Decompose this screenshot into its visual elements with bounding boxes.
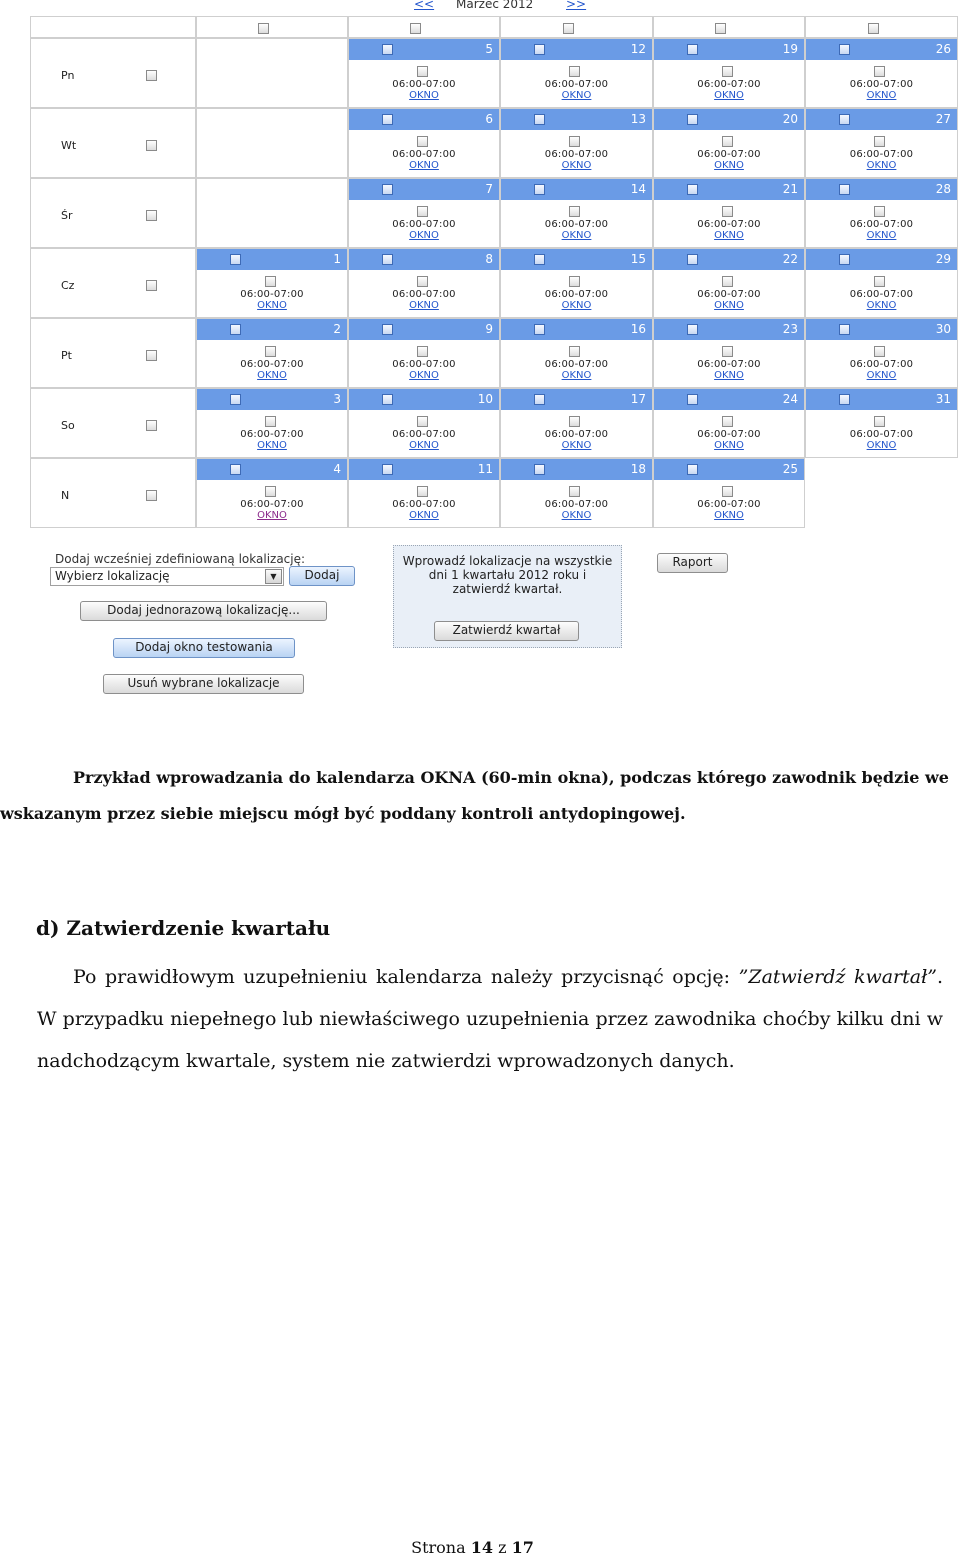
week-select-checkbox[interactable] [563,23,574,34]
add-predefined-location-label: Dodaj wcześniej zdefiniowaną lokalizację: [55,552,306,566]
day-header [806,179,957,200]
day-header [654,319,804,340]
day-header [349,179,499,200]
day-header [197,249,347,270]
caption-line-1: Przykład wprowadzania do kalendarza OKNA (60-min okna), podczas którego zawodnik będzie we [73,768,949,787]
slot-window-link[interactable]: OKNO [714,440,744,451]
slot-select-checkbox[interactable] [722,276,733,287]
day-select-checkbox[interactable] [382,394,393,405]
day-select-checkbox[interactable] [230,254,241,265]
day-number: 20 [782,112,798,126]
day-number: 11 [477,462,493,476]
day-header [349,39,499,60]
day-number: 5 [485,42,493,56]
day-cell [196,458,348,528]
day-cell [653,388,805,458]
slot-time: 06:00-07:00 [544,79,609,90]
weekday-row-label [30,178,196,248]
calendar-cell [196,38,348,108]
day-select-checkbox[interactable] [382,324,393,335]
day-header [654,389,804,410]
slot-select-checkbox[interactable] [874,416,885,427]
slot-window-link[interactable]: OKNO [714,370,744,381]
day-number: 16 [630,322,646,336]
day-select-checkbox[interactable] [382,184,393,195]
day-header [806,319,957,340]
day-select-checkbox[interactable] [382,44,393,55]
day-header [501,179,652,200]
day-number: 27 [935,112,951,126]
slot-select-checkbox[interactable] [874,206,885,217]
weekday-label: So [61,419,75,432]
day-cell [348,388,500,458]
paragraph-part-1: Po prawidłowym uzupełnieniu kalendarza należy przycisnąć opcję: [73,966,731,988]
day-cell [805,38,958,108]
weekday-row-label [30,248,196,318]
day-select-checkbox[interactable] [534,114,545,125]
day-cell [653,178,805,248]
location-select-value: Wybierz lokalizację [55,569,170,583]
slot-window-link[interactable]: OKNO [257,300,287,311]
weekday-select-checkbox[interactable] [146,280,157,291]
week-select-checkbox[interactable] [868,23,879,34]
day-number: 28 [935,182,951,196]
slot-window-link[interactable]: OKNO [866,370,897,381]
slot-time: 06:00-07:00 [392,219,456,230]
day-select-checkbox[interactable] [839,394,850,405]
slot-window-link[interactable]: OKNO [561,160,592,171]
slot-select-checkbox[interactable] [874,66,885,77]
day-header [806,389,957,410]
day-cell [653,38,805,108]
day-header [197,389,347,410]
paragraph-part-2: . W przypadku niepełnego lub niewłaściwego uzupełnienia przez zawodnika choćby kilku dni w nadchodzącym kwartale, system nie zatwierdzi wprowadzonych danych. [37,966,944,1072]
slot-time: 06:00-07:00 [392,429,456,440]
slot-time: 06:00-07:00 [849,219,914,230]
slot-time: 06:00-07:00 [240,429,304,440]
day-header [501,389,652,410]
location-select[interactable] [50,567,284,586]
slot-window-link[interactable]: OKNO [714,300,744,311]
day-cell [196,388,348,458]
slot-window-link[interactable]: OKNO [257,510,287,521]
week-select-checkbox[interactable] [715,23,726,34]
slot-window-link[interactable]: OKNO [866,230,897,241]
day-header [197,459,347,480]
slot-window-link[interactable]: OKNO [561,440,592,451]
day-select-checkbox[interactable] [687,114,698,125]
day-header [654,179,804,200]
slot-time: 06:00-07:00 [849,429,914,440]
day-header [654,39,804,60]
day-cell [348,38,500,108]
weekday-label: Pn [61,69,75,82]
day-select-checkbox[interactable] [382,464,393,475]
day-select-checkbox[interactable] [687,44,698,55]
slot-time: 06:00-07:00 [697,499,761,510]
slot-time: 06:00-07:00 [544,499,609,510]
weekday-select-checkbox[interactable] [146,420,157,431]
day-header [501,459,652,480]
remove-selected-locations-button[interactable]: Usuń wybrane lokalizacje [103,674,304,694]
slot-window-link[interactable]: OKNO [714,230,744,241]
day-cell [500,38,653,108]
day-cell [500,248,653,318]
week-header-cell [653,16,805,38]
slot-select-checkbox[interactable] [874,136,885,147]
slot-select-checkbox[interactable] [417,136,428,147]
day-number: 22 [782,252,798,266]
slot-window-link[interactable]: OKNO [409,510,439,521]
slot-time: 06:00-07:00 [544,429,609,440]
weekday-select-checkbox[interactable] [146,140,157,151]
day-header [806,109,957,130]
day-select-checkbox[interactable] [839,324,850,335]
day-select-checkbox[interactable] [839,114,850,125]
slot-window-link[interactable]: OKNO [714,90,744,101]
calendar-cell [196,108,348,178]
day-cell [500,318,653,388]
weekday-row-label [30,318,196,388]
weekday-row-label [30,108,196,178]
day-select-checkbox[interactable] [534,184,545,195]
chevron-down-icon[interactable]: ▼ [265,569,282,584]
day-cell [348,108,500,178]
day-header [349,109,499,130]
slot-select-checkbox[interactable] [874,346,885,357]
day-number: 7 [485,182,493,196]
slot-window-link[interactable]: OKNO [866,300,897,311]
day-header [349,249,499,270]
day-select-checkbox[interactable] [687,184,698,195]
day-number: 25 [782,462,798,476]
day-select-checkbox[interactable] [839,184,850,195]
slot-time: 06:00-07:00 [849,79,914,90]
weekday-select-checkbox[interactable] [146,350,157,361]
quarter-info-box [393,545,622,648]
day-select-checkbox[interactable] [534,254,545,265]
day-cell [500,108,653,178]
slot-select-checkbox[interactable] [569,276,580,287]
slot-time: 06:00-07:00 [544,289,609,300]
day-number: 4 [333,462,341,476]
day-header [806,249,957,270]
day-cell [805,318,958,388]
week-header-cell [196,16,348,38]
slot-time: 06:00-07:00 [544,219,609,230]
day-cell [500,178,653,248]
day-header [501,249,652,270]
day-select-checkbox[interactable] [382,114,393,125]
slot-time: 06:00-07:00 [240,359,304,370]
slot-time: 06:00-07:00 [849,289,914,300]
weekday-label: Wt [61,139,77,152]
day-number: 6 [485,112,493,126]
paragraph-quote: ”Zatwierdź kwartał” [738,966,937,988]
slot-window-link[interactable]: OKNO [866,160,897,171]
slot-time: 06:00-07:00 [697,289,761,300]
slot-select-checkbox[interactable] [722,346,733,357]
day-header [349,459,499,480]
slot-window-link[interactable]: OKNO [409,300,439,311]
slot-window-link[interactable]: OKNO [409,160,439,171]
day-number: 18 [630,462,646,476]
day-number: 3 [333,392,341,406]
next-month-link[interactable]: >> [566,0,587,11]
day-select-checkbox[interactable] [230,394,241,405]
slot-select-checkbox[interactable] [722,136,733,147]
weekday-row-label [30,458,196,528]
slot-select-checkbox[interactable] [569,66,580,77]
week-header-cell [500,16,653,38]
day-number: 17 [630,392,646,406]
day-select-checkbox[interactable] [839,44,850,55]
weekday-select-checkbox[interactable] [146,70,157,81]
slot-time: 06:00-07:00 [697,429,761,440]
day-header [654,459,804,480]
day-header [654,109,804,130]
slot-window-link[interactable]: OKNO [257,370,287,381]
footer-total-pages: 17 [511,1538,534,1557]
day-cell [196,248,348,318]
slot-select-checkbox[interactable] [722,206,733,217]
slot-window-link[interactable]: OKNO [866,90,897,101]
caption-line-2: wskazanym przez siebie miejscu mógł być poddany kontroli antydopingowej. [0,804,686,823]
previous-month-link[interactable]: << [414,0,435,11]
day-cell [348,178,500,248]
slot-select-checkbox[interactable] [569,206,580,217]
day-number: 1 [333,252,341,266]
weekday-select-checkbox[interactable] [146,210,157,221]
slot-window-link[interactable]: OKNO [561,300,592,311]
day-select-checkbox[interactable] [230,464,241,475]
day-cell [653,318,805,388]
day-select-checkbox[interactable] [687,324,698,335]
day-header [197,319,347,340]
day-cell [500,458,653,528]
body-paragraph [37,956,943,1082]
add-test-window-button[interactable]: Dodaj okno testowania [113,638,295,658]
day-cell [805,108,958,178]
day-number: 14 [630,182,646,196]
slot-window-link[interactable]: OKNO [561,230,592,241]
day-number: 26 [935,42,951,56]
slot-window-link[interactable]: OKNO [409,90,439,101]
slot-select-checkbox[interactable] [265,276,276,287]
day-number: 2 [333,322,341,336]
week-header-cell [805,16,958,38]
slot-select-checkbox[interactable] [417,346,428,357]
slot-window-link[interactable]: OKNO [866,440,897,451]
slot-time: 06:00-07:00 [697,149,761,160]
day-cell [348,248,500,318]
slot-select-checkbox[interactable] [569,486,580,497]
day-select-checkbox[interactable] [382,254,393,265]
slot-select-checkbox[interactable] [417,276,428,287]
month-title: Marzec 2012 [456,0,534,11]
week-header-cell [348,16,500,38]
slot-time: 06:00-07:00 [392,149,456,160]
footer-separator: z [498,1538,507,1557]
calendar-corner [30,16,196,38]
slot-window-link[interactable]: OKNO [714,160,744,171]
day-select-checkbox[interactable] [687,394,698,405]
week-select-checkbox[interactable] [258,23,269,34]
day-header [349,319,499,340]
day-cell [805,178,958,248]
day-number: 8 [485,252,493,266]
day-select-checkbox[interactable] [839,254,850,265]
slot-select-checkbox[interactable] [417,206,428,217]
slot-time: 06:00-07:00 [697,359,761,370]
day-cell [348,458,500,528]
week-select-checkbox[interactable] [410,23,421,34]
weekday-label: Śr [61,209,73,222]
day-number: 19 [782,42,798,56]
day-number: 23 [782,322,798,336]
day-cell [196,318,348,388]
day-select-checkbox[interactable] [687,254,698,265]
confirm-quarter-button[interactable]: Zatwierdź kwartał [434,621,579,641]
slot-window-link[interactable]: OKNO [409,440,439,451]
day-header [806,39,957,60]
day-header [349,389,499,410]
slot-select-checkbox[interactable] [265,346,276,357]
day-number: 10 [477,392,493,406]
slot-window-link[interactable]: OKNO [561,510,592,521]
page-footer [0,1538,945,1557]
day-cell [805,248,958,318]
day-select-checkbox[interactable] [534,324,545,335]
slot-time: 06:00-07:00 [240,289,304,300]
day-cell [805,388,958,458]
day-cell [653,458,805,528]
day-header [501,319,652,340]
slot-time: 06:00-07:00 [392,359,456,370]
weekday-label: Cz [61,279,75,292]
slot-time: 06:00-07:00 [392,289,456,300]
calendar-cell [805,458,958,528]
slot-time: 06:00-07:00 [240,499,304,510]
slot-window-link[interactable]: OKNO [257,440,287,451]
day-cell [348,318,500,388]
slot-window-link[interactable]: OKNO [714,510,744,521]
slot-window-link[interactable]: OKNO [561,90,592,101]
slot-select-checkbox[interactable] [569,136,580,147]
slot-select-checkbox[interactable] [265,486,276,497]
day-select-checkbox[interactable] [687,464,698,475]
day-number: 15 [630,252,646,266]
day-header [501,39,652,60]
slot-select-checkbox[interactable] [417,486,428,497]
slot-time: 06:00-07:00 [849,149,914,160]
day-number: 31 [935,392,951,406]
add-location-button[interactable]: Dodaj [289,566,355,586]
weekday-label: Pt [61,349,72,362]
day-select-checkbox[interactable] [230,324,241,335]
day-select-checkbox[interactable] [534,44,545,55]
slot-time: 06:00-07:00 [697,79,761,90]
day-number: 29 [935,252,951,266]
day-number: 24 [782,392,798,406]
calendar-navigation [0,0,960,11]
slot-select-checkbox[interactable] [417,416,428,427]
day-cell [500,388,653,458]
slot-select-checkbox[interactable] [874,276,885,287]
slot-time: 06:00-07:00 [544,149,609,160]
weekday-label: N [61,489,70,502]
slot-time: 06:00-07:00 [392,499,456,510]
slot-window-link[interactable]: OKNO [409,370,439,381]
quarter-info-text: Wprowadź lokalizacje na wszystkie dni 1 kwartału 2012 roku i zatwierdź kwartał. [402,554,613,596]
slot-select-checkbox[interactable] [569,416,580,427]
section-heading: d) Zatwierdzenie kwartału [36,916,331,940]
day-cell [653,248,805,318]
day-number: 12 [630,42,646,56]
weekday-row-label [30,388,196,458]
add-one-time-location-button[interactable]: Dodaj jednorazową lokalizację... [80,601,327,621]
day-number: 13 [630,112,646,126]
slot-select-checkbox[interactable] [417,66,428,77]
calendar-cell [196,178,348,248]
slot-time: 06:00-07:00 [392,79,456,90]
day-header [654,249,804,270]
report-button[interactable]: Raport [657,553,728,573]
slot-select-checkbox[interactable] [265,416,276,427]
day-number: 21 [782,182,798,196]
slot-time: 06:00-07:00 [697,219,761,230]
day-cell [653,108,805,178]
day-number: 30 [935,322,951,336]
footer-page-number: 14 [470,1538,493,1557]
slot-window-link[interactable]: OKNO [409,230,439,241]
slot-select-checkbox[interactable] [722,416,733,427]
day-header [501,109,652,130]
weekday-row-label [30,38,196,108]
day-select-checkbox[interactable] [534,394,545,405]
day-number: 9 [485,322,493,336]
day-select-checkbox[interactable] [534,464,545,475]
slot-time: 06:00-07:00 [544,359,609,370]
weekday-select-checkbox[interactable] [146,490,157,501]
slot-select-checkbox[interactable] [722,66,733,77]
slot-window-link[interactable]: OKNO [561,370,592,381]
calendar-grid [30,16,958,529]
slot-time: 06:00-07:00 [849,359,914,370]
footer-prefix: Strona [411,1538,466,1557]
slot-select-checkbox[interactable] [722,486,733,497]
slot-select-checkbox[interactable] [569,346,580,357]
